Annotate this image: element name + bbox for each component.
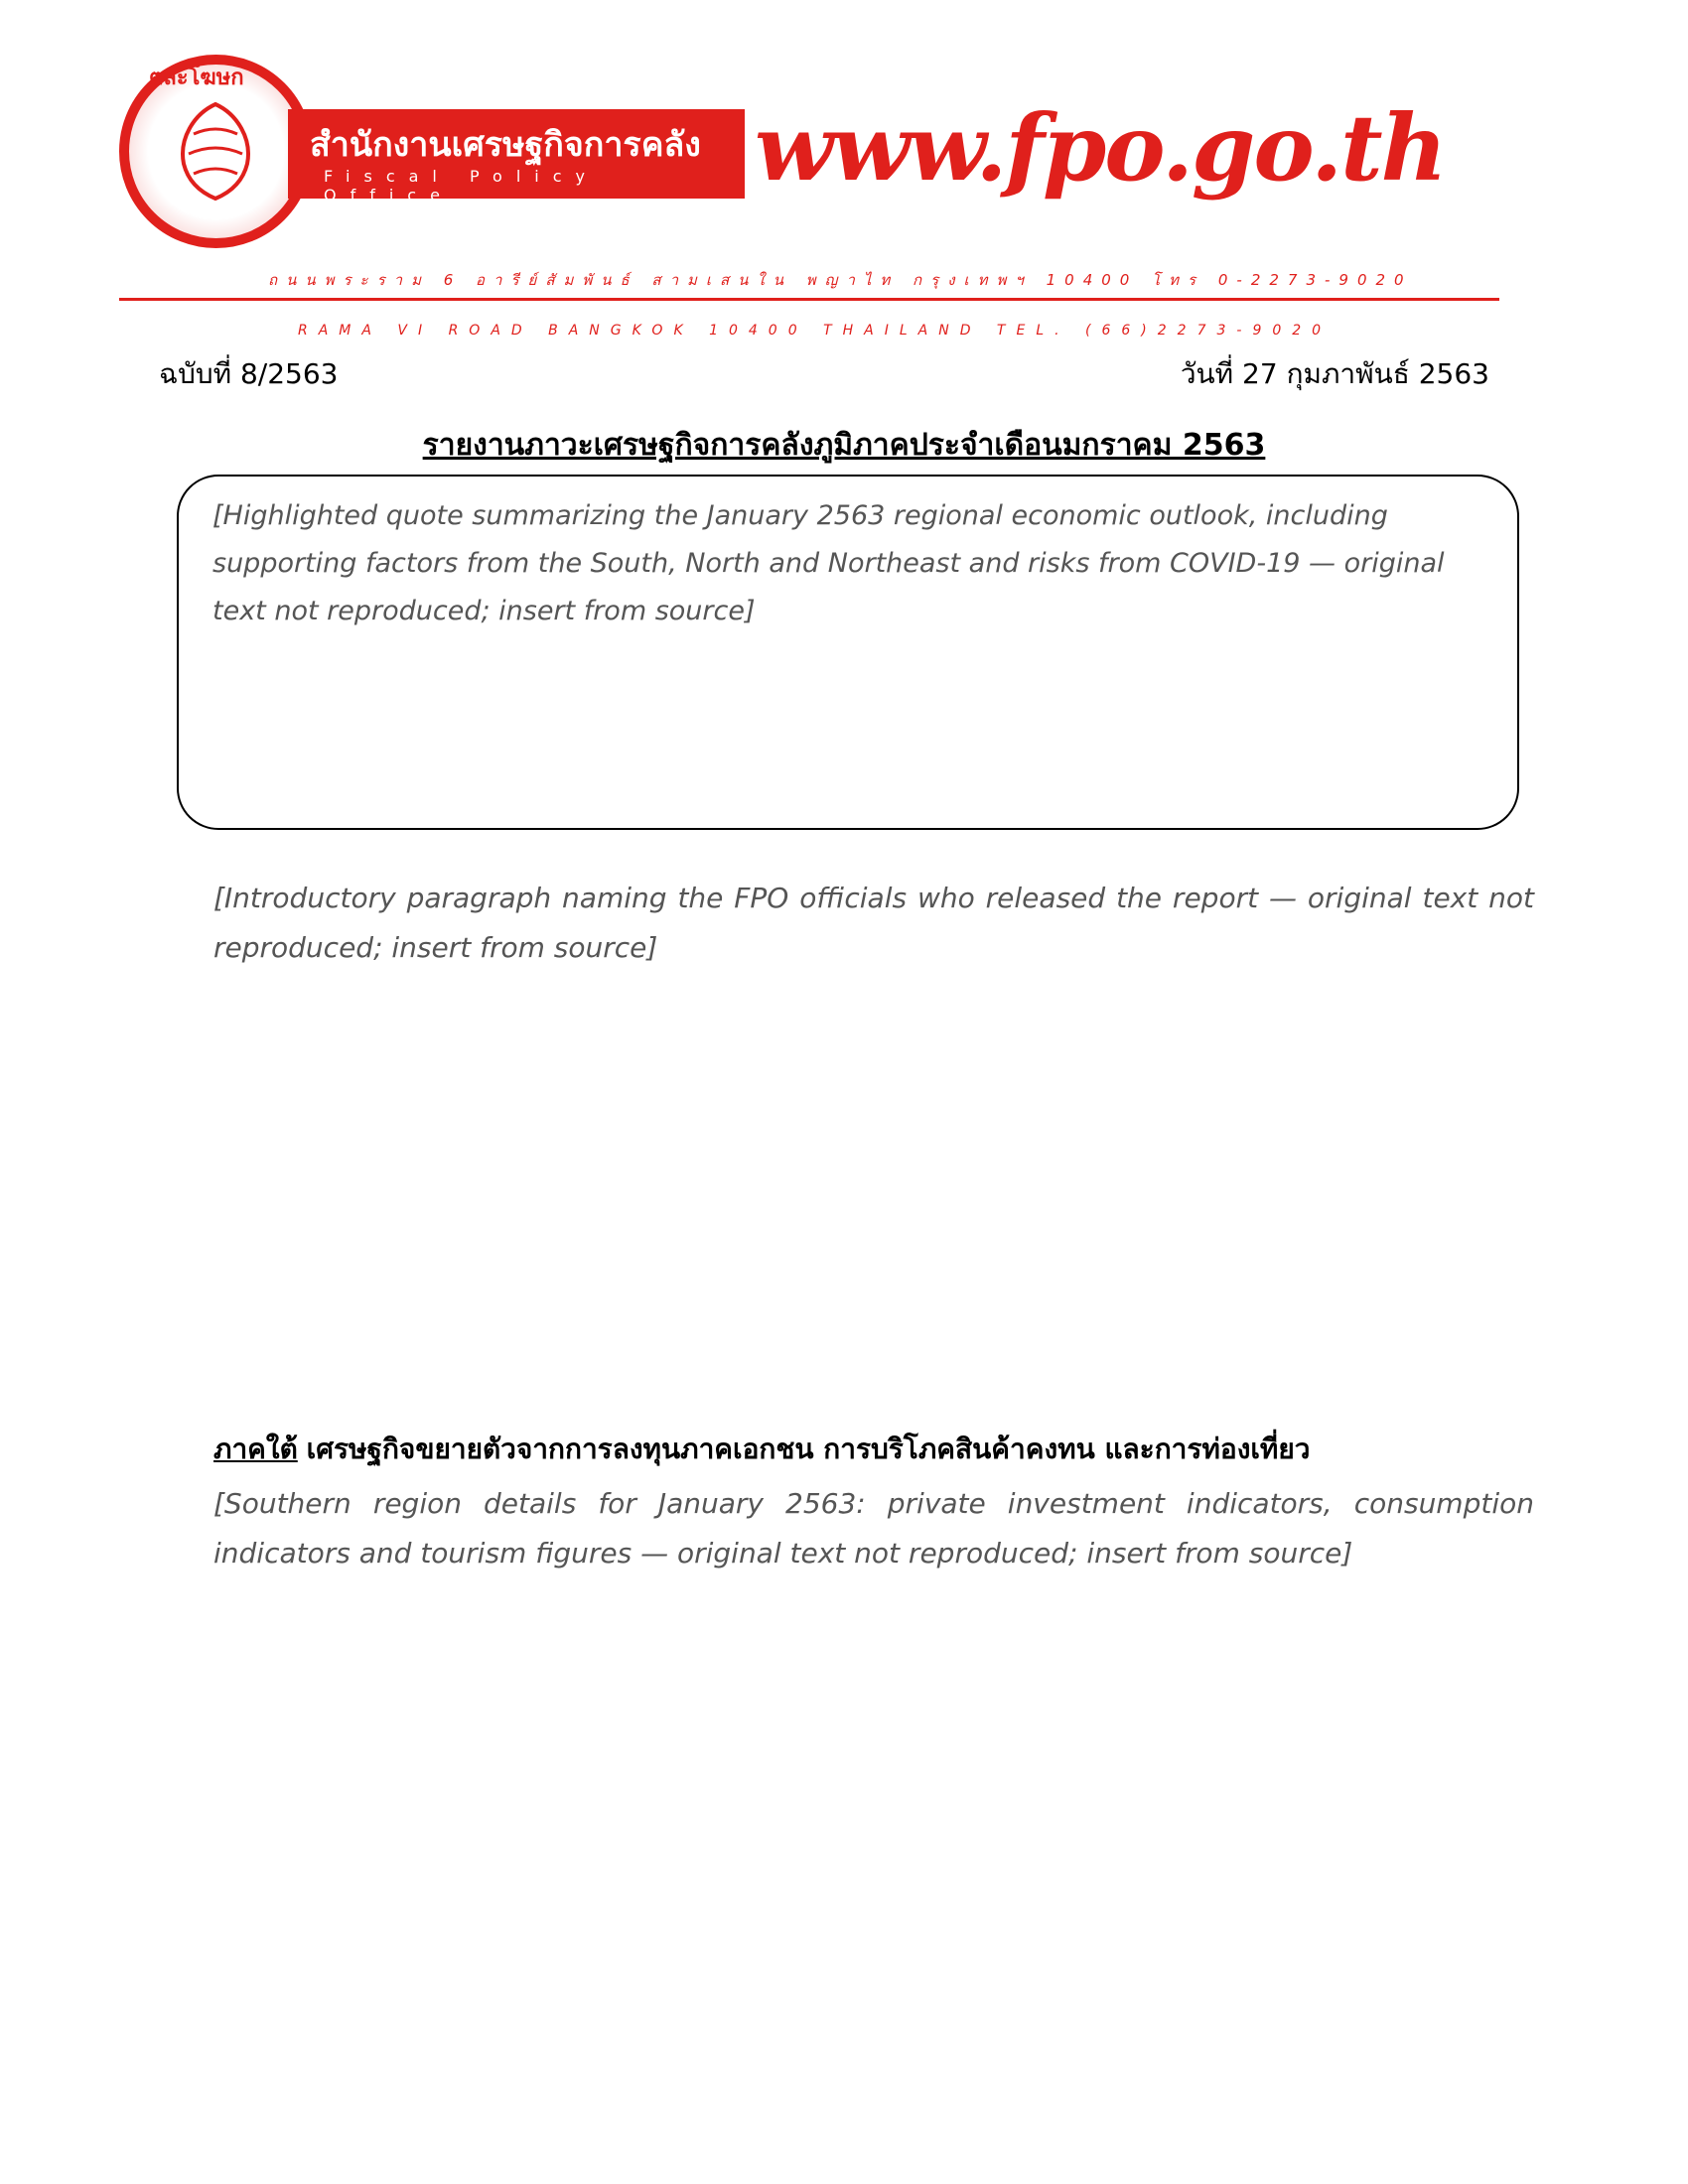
south-section-heading [213,1425,1534,1474]
address-thai: ถนนพระราม 6 อารีย์สัมพันธ์ สามเสนใน พญาไท กรุงเทพฯ 10400 โทร 0-2273-9020 [268,271,1413,289]
header-divider [119,298,1499,301]
south-label: ภาคใต้ [213,1433,298,1465]
org-name-english: Fiscal Policy Office [324,167,599,205]
release-date: วันที่ 27 กุมภาพันธ์ 2563 [1180,357,1489,390]
summary-quote-text: [Highlighted quote summarizing the January 2563 regional economic outlook, including supporting factors from the South, North and Northeast and risks from COVID-19 — original text not reproduced; insert from source] [212,500,1445,626]
garuda-emblem-icon [149,84,283,218]
logo-caption: ตละโฆษก [149,66,244,90]
report-title: รายงานภาวะเศรษฐกิจการคลังภูมิภาคประจำเดือนมกราคม 2563 [422,428,1266,463]
issue-number: ฉบับที่ 8/2563 [159,357,339,390]
south-heading-text: เศรษฐกิจขยายตัวจากการลงทุนภาคเอกชน การบริโภคสินค้าคงทน และการท่องเที่ยว [306,1433,1311,1465]
summary-quote-box [177,475,1519,830]
south-paragraph: [Southern region details for January 2563: private investment indicators, consumption indicators and tourism figures — original text not reproduced; insert from source] [213,1487,1534,1570]
address-english: RAMA VI ROAD BANGKOK 10400 THAILAND TEL. (66)2273-9020 [298,323,1333,339]
intro-paragraph: [Introductory paragraph naming the FPO officials who released the report — original text not reproduced; insert from source] [213,882,1534,964]
website-url: www.fpo.go.th [755,94,1446,202]
org-name-thai: สำนักงานเศรษฐกิจการคลัง [310,125,701,165]
org-name-band [288,109,745,205]
